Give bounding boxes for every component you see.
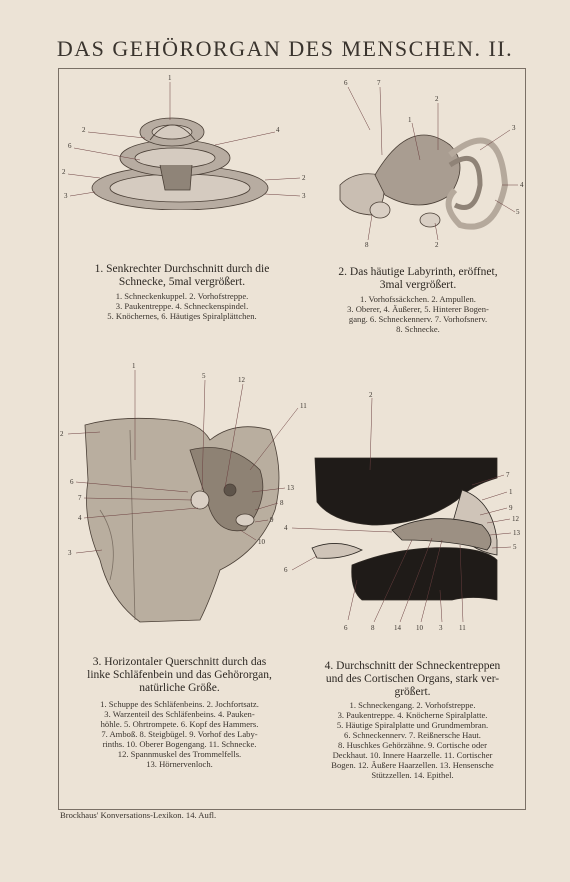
- fig2-label-4: 4: [520, 181, 524, 189]
- fig4-label-9: 9: [509, 504, 513, 512]
- fig3-label-1: 1: [132, 362, 136, 370]
- figure-2-caption: 2. Das häutige Labyrinth, eröffnet, 3mal vergrößert.: [338, 266, 498, 291]
- fig3-label-9: 9: [270, 516, 274, 524]
- fig4-label-3: 3: [439, 624, 443, 632]
- fig3-label-7: 7: [78, 494, 82, 502]
- fig2-label-3: 3: [512, 124, 516, 132]
- figure-3-caption: 3. Horizontaler Querschnitt durch das linke Schläfenbein und das Gehörorgan, natürliche Größe.: [87, 656, 272, 694]
- fig1-label-3b: 3: [302, 192, 306, 200]
- fig4-label-7: 7: [506, 471, 510, 479]
- fig4-label-14: 14: [394, 624, 401, 632]
- fig3-label-13: 13: [287, 484, 294, 492]
- fig3-label-10: 10: [258, 538, 265, 546]
- fig1-label-2: 2: [82, 126, 86, 134]
- fig1-label-2c: 2: [302, 174, 306, 182]
- fig2-label-2b: 2: [435, 241, 439, 249]
- fig2-label-1: 1: [408, 116, 412, 124]
- fig2-label-2: 2: [435, 95, 439, 103]
- figure-3-legend: 1. Schuppe des Schläfenbeins. 2. Jochfortsatz. 3. Warzenteil des Schläfenbeins. 4. Pauken- höhle. 5. Ohrtrompete. 6. Kopf des Hammers. 7. Amboß. 8. Steigbügel. 9. Vorhof des Laby- rinths. 10. Oberer Bogengang. 11. Schnecke. 12. Spannmuskel des Trommelfells. 13. Hörnervenloch.: [100, 699, 259, 769]
- figure-3-temporal-bone-section: [60, 360, 310, 640]
- figure-1-legend: 1. Schneckenkuppel. 2. Vorhofstreppe. 3. Paukentreppe. 4. Schneckenspindel. 5. Knöchernes, 6. Häutiges Spiralplättchen.: [107, 291, 257, 321]
- fig4-label-8: 8: [371, 624, 375, 632]
- fig4-label-4: 4: [284, 524, 288, 532]
- fig4-label-6b: 6: [344, 624, 348, 632]
- fig3-label-4: 4: [78, 514, 82, 522]
- figure-2-legend: 1. Vorhofssäckchen. 2. Ampullen. 3. Oberer, 4. Äußerer, 5. Hinterer Bogen- gang. 6. Schneckennerv. 7. Vorhofsnerv. 8. Schnecke.: [347, 294, 489, 334]
- fig2-label-5: 5: [516, 208, 520, 216]
- fig1-label-1: 1: [168, 74, 172, 82]
- fig4-label-6: 6: [284, 566, 288, 574]
- fig4-label-2: 2: [369, 391, 373, 399]
- figure-4-legend: 1. Schneckengang. 2. Vorhofstreppe. 3. Paukentreppe. 4. Knöcherne Spiralplatte. 5. Häutige Spiralplatte und Grundmembran. 6. Schneckennerv. 7. Reißnersche Haut. 8. Huschkes Gehörzähne. 9. Cortische oder Deckhaut. 10. Innere Haarzelle. 11. Cortischer Bogen. 12. Äußere Haarzellen. 13. Hensensche Stützzellen. 14. Epithel.: [331, 700, 494, 780]
- fig2-label-7: 7: [377, 79, 381, 87]
- figure-4-organ-of-corti-section: [282, 390, 527, 635]
- fig4-label-10: 10: [416, 624, 423, 632]
- fig3-label-2: 2: [60, 430, 64, 438]
- fig2-label-8: 8: [365, 241, 369, 249]
- fig3-label-11: 11: [300, 402, 307, 410]
- figure-1-cochlea-section: [60, 70, 310, 210]
- fig1-label-6: 6: [68, 142, 72, 150]
- figure-1-caption: 1. Senkrechter Durchschnitt durch die Schnecke, 5mal vergrößert.: [94, 263, 270, 288]
- fig1-label-4: 4: [276, 126, 280, 134]
- fig3-label-8: 8: [280, 499, 284, 507]
- fig3-label-5: 5: [202, 372, 206, 380]
- scala-tympani: [352, 548, 497, 600]
- semicircular-canal-posterior: [449, 140, 505, 226]
- fig3-label-12: 12: [238, 376, 245, 384]
- fig4-label-1: 1: [509, 488, 513, 496]
- figure-4-caption: 4. Durchschnitt der Schneckentreppen und des Cortischen Organs, stark ver- größert.: [324, 660, 501, 698]
- fig4-label-11: 11: [459, 624, 466, 632]
- fig3-label-3: 3: [68, 549, 72, 557]
- fig1-label-2b: 2: [62, 168, 66, 176]
- fig4-label-13: 13: [513, 529, 520, 537]
- publisher-footer: Brockhaus' Konversations-Lexikon. 14. Aufl.: [60, 810, 217, 820]
- figure-2-membranous-labyrinth: [330, 75, 530, 250]
- fig1-label-3: 3: [64, 192, 68, 200]
- fig4-label-12: 12: [512, 515, 519, 523]
- fig2-label-6: 6: [344, 79, 348, 87]
- page-title: DAS GEHÖRORGAN DES MENSCHEN. II.: [56, 36, 514, 61]
- fig3-label-6: 6: [70, 478, 74, 486]
- fig4-label-5: 5: [513, 543, 517, 551]
